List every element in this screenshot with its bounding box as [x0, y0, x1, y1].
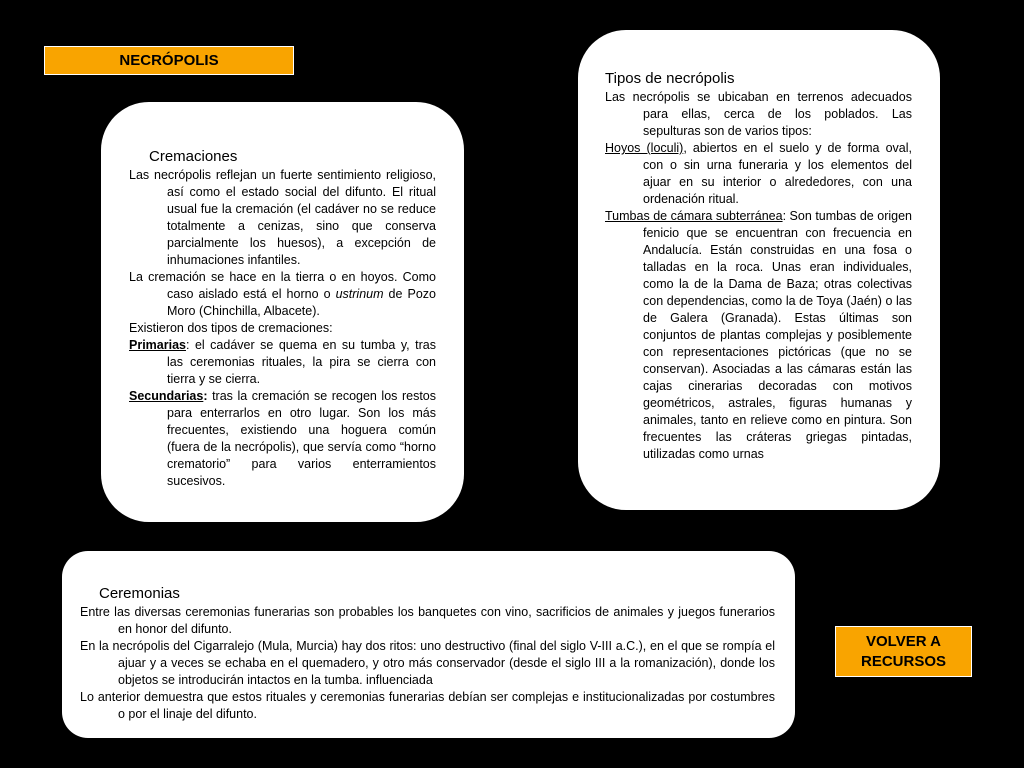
ustrinum-term: ustrinum	[335, 287, 384, 301]
volver-recursos-button[interactable]	[835, 626, 972, 677]
volver-label-line-1: VOLVER A	[865, 632, 941, 650]
primarias-text: : el cadáver se quema en su tumba y, tras las ceremonias rituales, la pira se cierra con tierra y se cierra.	[167, 338, 436, 386]
cremaciones-p2-text-a: La cremación se hace en la tierra o en hoyos. Como caso aislado está el horno o	[129, 270, 436, 301]
tipos-paragraph-tumbas	[605, 208, 912, 463]
tipos-heading: Tipos de necrópolis	[605, 70, 735, 87]
cremaciones-heading: Cremaciones	[149, 148, 238, 165]
tipos-paragraph-hoyos	[605, 140, 912, 208]
cremaciones-p2-text-b: de Pozo Moro (Chinchilla, Albacete).	[167, 287, 437, 318]
page-title-text: NECRÓPOLIS	[119, 52, 219, 69]
tumbas-term: Tumbas de cámara subterránea	[605, 209, 783, 223]
cremaciones-card	[101, 102, 464, 522]
hoyos-term: Hoyos (loculi)	[605, 141, 684, 155]
tumbas-text: : Son tumbas de origen fenicio que se encuentran con frecuencia en Andalucía. Están construidas en una fosa o talladas en la roca. Unas eran individuales, como la de la Dama de Baza; otras colectivas con dependencias, como la de Toya (Jaén) o las de Galera (Granada). Estas últimas son conjuntos de plantas complejas y posiblemente con representaciones pictóricas (que no se conservan). Asociadas a las cámaras están las cajas cinerarias decoradas con motivos geométricos, astrales, figuras humanas y animales, tanto en relieve como en pintura. Son frecuentes las cráteras griegas pintadas, utilizadas como urnas	[643, 209, 913, 461]
cremaciones-paragraph-2	[129, 269, 436, 320]
ceremonias-heading: Ceremonias	[99, 585, 180, 602]
ceremonias-paragraph-2: En la necrópolis del Cigarralejo (Mula, Murcia) hay dos ritos: uno destructivo (final del siglo V-III a.C.), en el que se rompía el ajuar y a veces se echaba en el quemadero, y otro más conservador (desde el siglo III a la romanización), donde los objetos se introducirán intactos en la tumba. influenciada	[80, 639, 775, 687]
ceremonias-paragraph-3: Lo anterior demuestra que estos rituales y ceremonias funerarias debían ser complejas e institucionalizadas por costumbres o por el linaje del difunto.	[80, 690, 775, 721]
page-title	[44, 46, 294, 75]
cremaciones-paragraph-1: Las necrópolis reflejan un fuerte sentimiento religioso, así como el estado social del difunto. El ritual usual fue la cremación (el cadáver no se reduce totalmente a cenizas, sino que conserva parcialmente los huesos), a excepción de inhumaciones infantiles.	[129, 168, 436, 267]
tipos-card	[578, 30, 940, 510]
cremaciones-paragraph-primarias	[129, 337, 436, 388]
secundarias-text: tras la cremación se recogen los restos para enterrarlos en otro lugar. Son los más frecuentes, existiendo una hoguera común (fuera de la necrópolis), que servía como “horno crematorio” para varios enterramientos sucesivos.	[167, 389, 436, 488]
ceremonias-paragraph-1: Entre las diversas ceremonias funerarias son probables los banquetes con vino, sacrificios de animales y juegos funerarios en honor del difunto.	[80, 605, 775, 636]
ceremonias-card	[62, 551, 795, 738]
cremaciones-paragraph-3: Existieron dos tipos de cremaciones:	[129, 321, 333, 335]
tipos-paragraph-1: Las necrópolis se ubicaban en terrenos adecuados para ellas, cerca de los poblados. Las sepulturas son de varios tipos:	[605, 90, 912, 138]
hoyos-text: , abiertos en el suelo y de forma oval, con o sin urna funeraria y los elementos del ajuar en su interior o alrededores, con una ordenación ritual.	[643, 141, 912, 206]
secundarias-term: Secundarias	[129, 389, 204, 403]
secundarias-colon: :	[203, 389, 208, 403]
cremaciones-paragraph-secundarias	[129, 388, 436, 490]
volver-label-line-2: RECURSOS	[860, 652, 946, 670]
primarias-term: Primarias	[129, 338, 186, 352]
